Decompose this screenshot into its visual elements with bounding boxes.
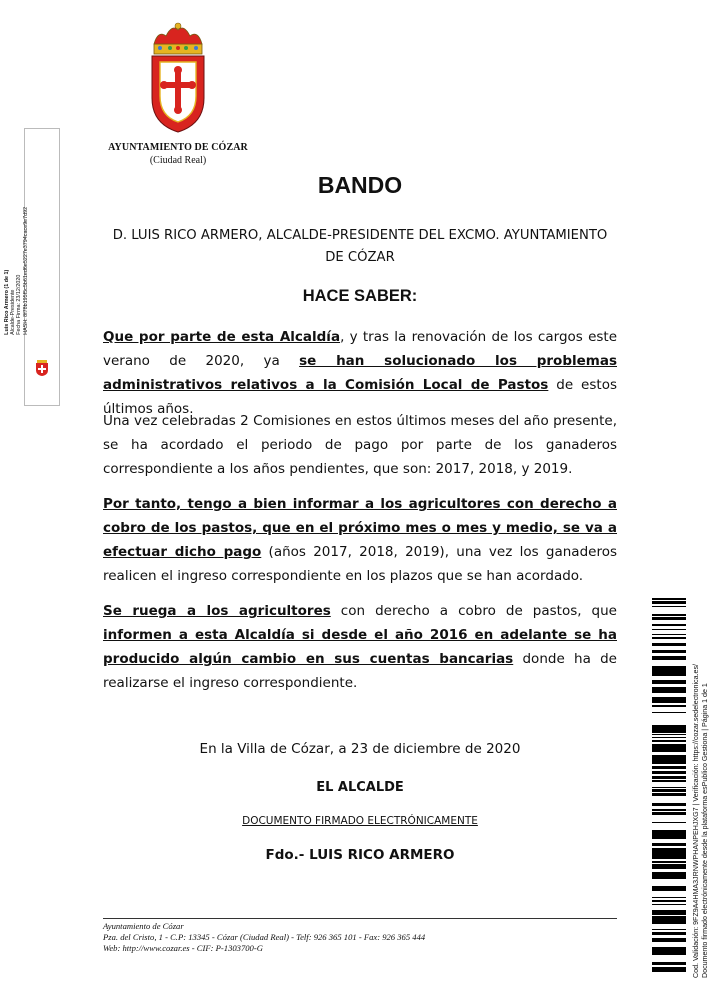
p1-bold-1: Que por parte de esta Alcaldía — [103, 329, 341, 345]
barcode-bar — [652, 730, 686, 733]
barcode-bar — [652, 844, 686, 846]
paragraph-2: Una vez celebradas 2 Comisiones en estos últimos meses del año presente, se ha acordado el periodo de pago por parte de los ganaderos correspondiente a los años pendientes, que son: 2017, 2018, y 2019. — [103, 413, 617, 477]
barcode-bar — [652, 601, 686, 603]
barcode-bar — [652, 856, 686, 859]
barcode-bar — [652, 948, 686, 950]
barcode-bar — [652, 837, 686, 839]
barcode-bar — [652, 867, 686, 869]
barcode-bar — [652, 910, 686, 912]
barcode-bar — [652, 637, 686, 638]
barcode-bar — [652, 970, 686, 971]
stamp-crest-icon — [33, 359, 51, 377]
barcode-bar — [652, 886, 686, 888]
barcode-bar — [652, 683, 686, 684]
signer-name: Fdo.- LUIS RICO ARMERO — [265, 847, 455, 863]
paragraph-4 — [103, 599, 617, 695]
barcode-bar — [652, 967, 686, 970]
barcode-bar — [652, 728, 686, 730]
stamp-line: Alcalde-Presidente — [10, 289, 17, 335]
stamp-text — [4, 135, 59, 335]
barcode-bar — [652, 922, 686, 924]
barcode-bar — [652, 833, 686, 834]
barcode-bar — [652, 964, 686, 965]
barcode-bar — [652, 812, 686, 813]
verification-line-1: Cod. Validación: 9FZ9A4HMA3JRNWPHANPEHJXG7 | Verificación: https://cozar.sedelectronica.es/ — [692, 664, 700, 978]
barcode-bar — [652, 803, 686, 806]
barcode-bar — [652, 971, 686, 972]
barcode-bar — [652, 912, 686, 915]
barcode-bar — [652, 793, 686, 794]
barcode-bar — [652, 822, 686, 823]
place-date: En la Villa de Cózar, a 23 de diciembre de 2020 — [199, 741, 521, 757]
barcode-bar — [652, 745, 686, 747]
signer-role: EL ALCALDE — [316, 780, 404, 795]
barcode-bar — [652, 606, 686, 607]
barcode-bar — [652, 776, 686, 779]
barcode-bar — [652, 861, 686, 863]
barcode-bar — [652, 614, 686, 616]
p4-text-2: donde ha de realizarse el ingreso correspondiente. — [103, 651, 617, 691]
barcode-bar — [652, 624, 686, 626]
barcode-bar — [652, 737, 686, 738]
stamp-line: HASH: 8f78b195f5c5b61ed6e5227e3794cace9e7d92 — [22, 207, 29, 335]
barcode-bar — [652, 603, 686, 604]
barcode-bar — [652, 755, 686, 757]
barcode-bar — [652, 919, 686, 922]
p4-text-1: con derecho a cobro de pastos, que — [330, 603, 617, 619]
barcode-bar — [652, 787, 686, 788]
barcode-bar — [652, 634, 686, 635]
barcode-bar — [652, 726, 686, 728]
barcode-bar — [652, 629, 686, 630]
footer-address: Pza. del Cristo, 1 - C.P: 13345 - Cózar (Ciudad Real) - Telf: 926 365 101 - Fax: 926 365 444 — [103, 932, 426, 942]
coat-of-arms-logo — [146, 22, 210, 134]
barcode-bar — [652, 897, 686, 898]
barcode-bar — [652, 638, 686, 639]
barcode-bar — [652, 740, 686, 742]
barcode-bar — [652, 697, 686, 700]
barcode-bar — [652, 834, 686, 837]
barcode-bar — [652, 940, 686, 942]
barcode-bar — [652, 953, 686, 955]
barcode-bar — [652, 795, 686, 796]
barcode-bar — [652, 650, 686, 653]
barcode-bar — [652, 680, 686, 683]
footer-divider — [103, 918, 617, 919]
p4-bold-1: Se ruega a los agricultores — [103, 603, 331, 619]
verification-text — [690, 598, 716, 978]
barcode-bar — [652, 872, 686, 874]
barcode-bar — [652, 687, 686, 688]
barcode-bar — [652, 780, 686, 782]
p1-text-1: , y tras la renovación de los cargos este verano de 2020, ya — [103, 329, 618, 369]
barcode-bar — [652, 673, 686, 676]
barcode-bar — [652, 643, 686, 646]
hace-saber-heading: HACE SABER: — [302, 287, 418, 305]
barcode-bar — [652, 656, 686, 658]
stamp-line: Luis Rico Armero (1 de 1) — [4, 269, 11, 335]
p3-bold-1: Por tanto, tengo a bien informar a los agricultores con derecho a cobro de los pastos, que en el próximo mes o mes y medio, se va a efectuar dicho pago — [103, 496, 617, 560]
stamp-line: Fecha Firma: 23/12/2020 — [16, 274, 23, 335]
footer-web: Web: http://www.cozar.es - CIF: P-1303700-G — [103, 943, 263, 953]
barcode — [652, 598, 686, 976]
barcode-bar — [652, 809, 686, 811]
barcode-bar — [652, 766, 686, 769]
intro-line: D. LUIS RICO ARMERO, ALCALDE-PRESIDENTE DEL EXCMO. AYUNTAMIENTO DE CÓZAR — [112, 228, 608, 265]
paragraph-1 — [103, 325, 617, 421]
document-title: BANDO — [317, 172, 403, 198]
barcode-bar — [652, 900, 686, 902]
barcode-bar — [652, 813, 686, 815]
barcode-bar — [652, 688, 686, 690]
barcode-bar — [652, 848, 686, 851]
p1-bold-2: se han solucionado los problemas administrativos relativos a la Comisión Local de Pastos — [103, 353, 617, 393]
barcode-bar — [652, 830, 686, 833]
barcode-bar — [652, 744, 686, 745]
org-name: AYUNTAMIENTO DE CÓZAR — [108, 142, 248, 153]
barcode-bar — [652, 757, 686, 760]
barcode-bar — [652, 734, 686, 735]
barcode-bar — [652, 658, 686, 660]
barcode-bar — [652, 702, 686, 703]
barcode-bar — [652, 762, 686, 764]
barcode-bar — [652, 929, 686, 930]
barcode-bar — [652, 700, 686, 702]
barcode-bar — [652, 789, 686, 792]
signature-stamp — [4, 128, 60, 406]
barcode-bar — [652, 598, 686, 600]
p1-text-2: de estos últimos años. — [103, 377, 617, 417]
barcode-bar — [652, 851, 686, 854]
barcode-bar — [652, 864, 686, 867]
barcode-bar — [652, 771, 686, 774]
p4-bold-2: informen a esta Alcaldía si desde el año 2016 en adelante se ha producido algún cambio en sus cuentas bancarias — [103, 627, 617, 667]
barcode-bar — [652, 855, 686, 856]
barcode-bar — [652, 874, 686, 877]
barcode-bar — [652, 947, 686, 948]
barcode-bar — [652, 760, 686, 762]
barcode-bar — [652, 692, 686, 693]
barcode-bar — [652, 670, 686, 673]
barcode-bar — [652, 877, 686, 879]
barcode-bar — [652, 932, 686, 935]
verification-line-2: Documento firmado electrónicamente desde la plataforma esPublico Gestiona | Página 1 de 1 — [701, 683, 709, 978]
barcode-bar — [652, 794, 686, 795]
barcode-bar — [652, 705, 686, 707]
barcode-bar — [652, 750, 686, 752]
barcode-bar — [652, 888, 686, 891]
footer-org: Ayuntamiento de Cózar — [103, 921, 184, 931]
org-subtitle: (Ciudad Real) — [149, 155, 207, 166]
barcode-bar — [652, 904, 686, 905]
barcode-bar — [652, 725, 686, 726]
barcode-bar — [652, 962, 686, 964]
barcode-bar — [652, 690, 686, 692]
barcode-bar — [652, 938, 686, 940]
barcode-bar — [652, 747, 686, 750]
barcode-bar — [652, 617, 686, 620]
electronic-signature-note: DOCUMENTO FIRMADO ELECTRÓNICAMENTE — [242, 815, 478, 827]
barcode-bar — [652, 712, 686, 713]
p3-text-1: (años 2017, 2018, 2019), una vez los ganaderos realicen el ingreso correspondiente en los plazos que se han acordado. — [103, 544, 617, 584]
barcode-bar — [652, 843, 686, 844]
barcode-bar — [652, 667, 686, 670]
barcode-bar — [652, 950, 686, 953]
barcode-bar — [652, 666, 686, 667]
barcode-bar — [652, 916, 686, 919]
paragraph-3 — [103, 492, 617, 588]
barcode-bar — [652, 854, 686, 855]
